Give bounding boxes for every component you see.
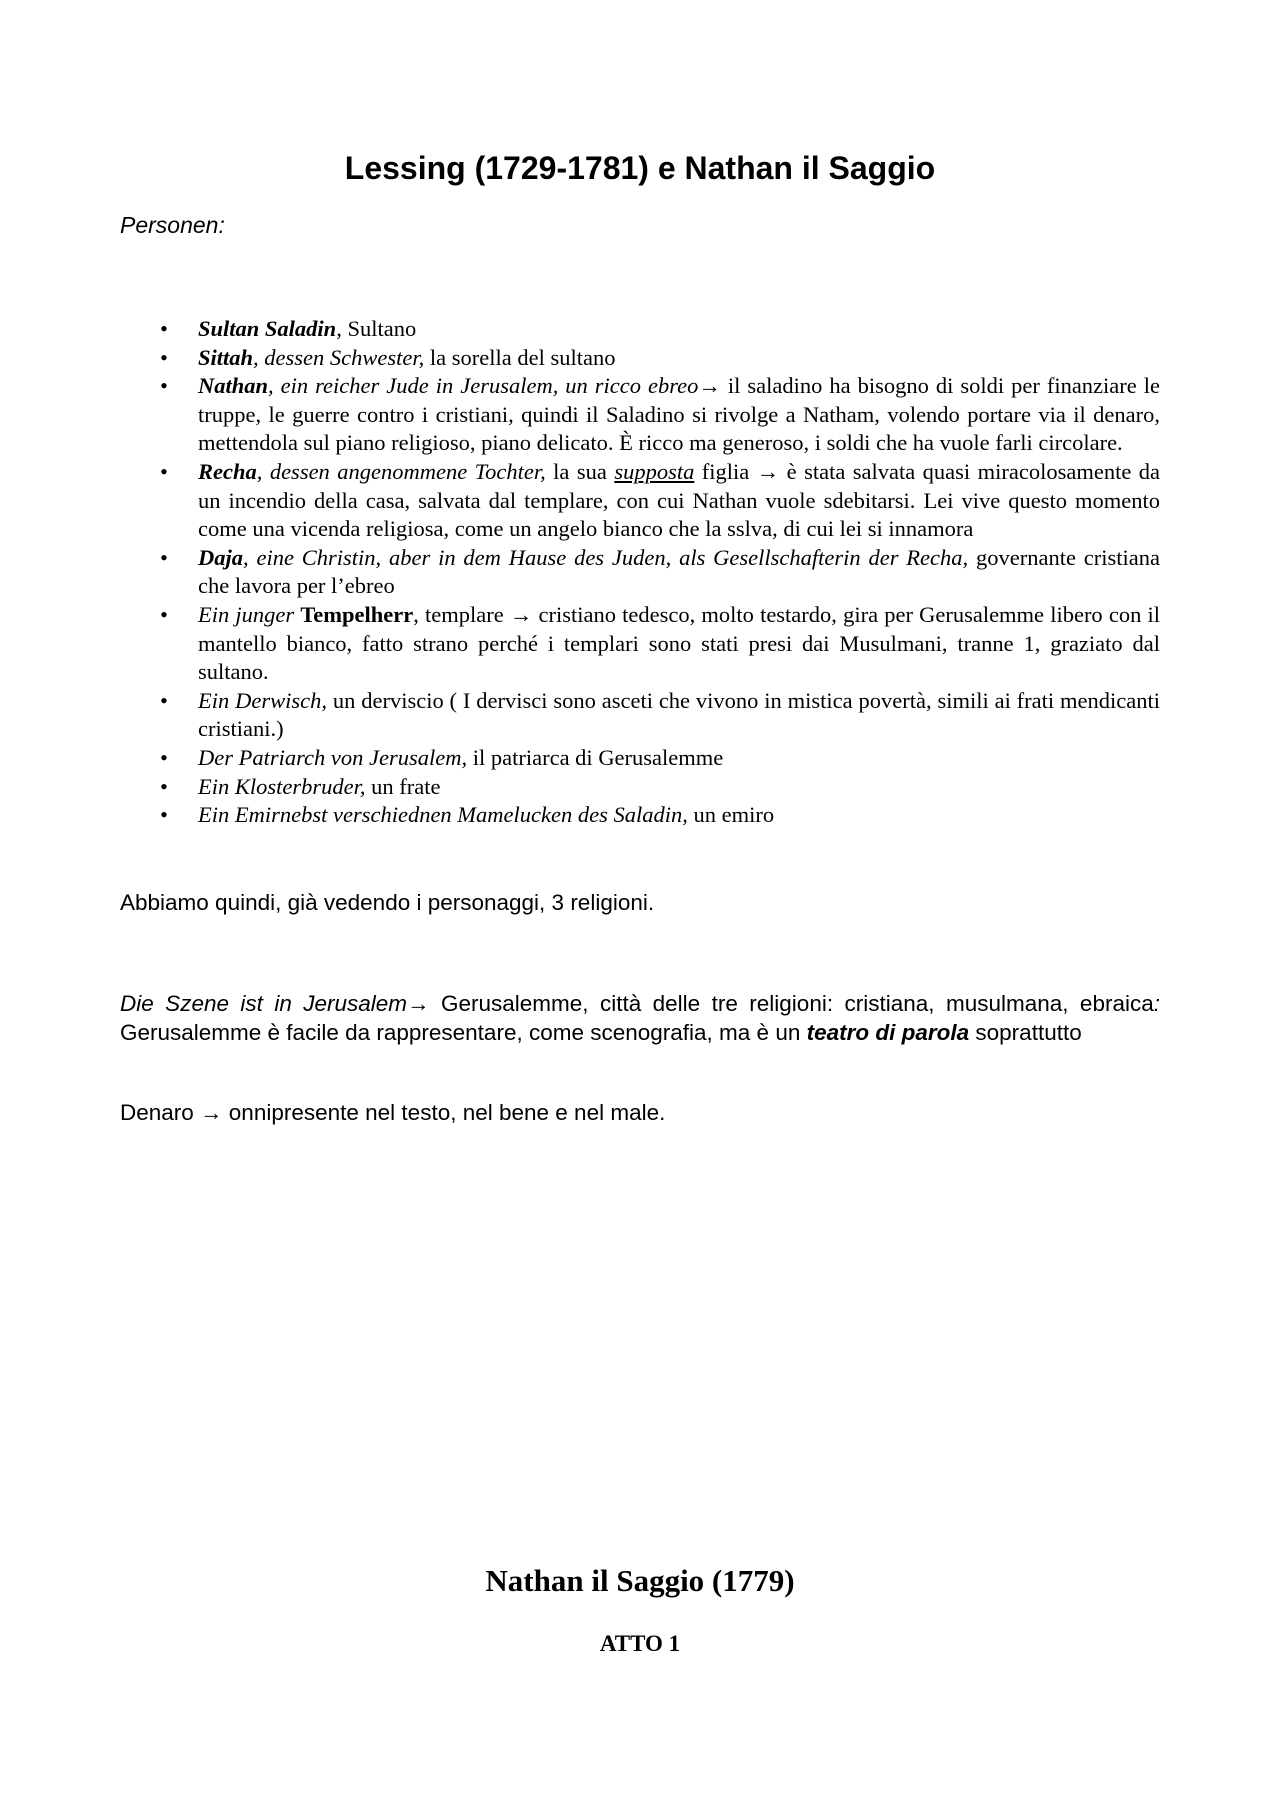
scene-emphasis: teatro di parola (806, 1019, 970, 1045)
list-item (198, 544, 1160, 601)
scene-colon: : (1153, 991, 1160, 1016)
character-german: Ein Emirnebst verschiednen Mamelucken des Saladin, (198, 802, 688, 828)
scene-text-b: Gerusalemme è facile da rappresentare, come scenografia, ma è un (120, 1019, 807, 1045)
scene-text-c: soprattutto (969, 1019, 1082, 1045)
character-description: templare → cristiano tedesco, molto testardo, gira per Gerusalemme libero con il mantello bianco, fatto strano perché i templari sono stati presi dai Musulmani, tranne 1, graziato dal sultano. (198, 601, 1160, 685)
character-german: Ein Klosterbruder, (198, 773, 366, 799)
page-title: Lessing (1729-1781) e Nathan il Saggio (344, 150, 936, 186)
list-item (198, 744, 1160, 773)
character-german: Der Patriarch von Jerusalem, (198, 744, 468, 770)
character-german: , ein reicher Jude in Jerusalem, un ricco ebreo→ (268, 373, 721, 399)
personen-label: Personen: (120, 212, 225, 238)
section-title: Nathan il Saggio (1779) (485, 1563, 795, 1598)
character-german: , (413, 601, 419, 627)
character-description: un emiro (687, 802, 775, 828)
list-item (198, 372, 1160, 458)
list-item (198, 801, 1160, 830)
character-description: il patriarca di Gerusalemme (467, 744, 724, 770)
denaro-paragraph: Denaro → onnipresente nel testo, nel bene e nel male. (120, 1100, 666, 1125)
cast-list (120, 315, 1160, 830)
character-description: un frate (365, 773, 441, 799)
character-description: governante cristiana che lavora per l’ebreo (198, 544, 1160, 599)
religions-paragraph: Abbiamo quindi, già vedendo i personaggi, 3 religioni. (120, 890, 655, 915)
character-german: Ein Derwisch, (198, 687, 327, 713)
scene-paragraph (120, 990, 1160, 1047)
character-description: la sorella del sultano (424, 344, 616, 370)
list-item (198, 601, 1160, 687)
character-german: , dessen Schwester, (253, 344, 425, 370)
list-item (198, 344, 1160, 373)
character-description: il saladino ha bisogno di soldi per finanziare le truppe, le guerre contro i cristiani, quindi il Saladino si rivolge a Natham, volendo portare via il denaro, mettendola sul piano religioso, piano delicato. È ricco ma generoso, i soldi che ha vuole farli circolare. (198, 373, 1160, 456)
character-prefix: Ein junger (198, 601, 301, 627)
scene-lead: Die Szene ist in Jerusalem (120, 991, 408, 1016)
underlined-word: supposta (614, 458, 695, 484)
character-name: Recha (198, 458, 257, 484)
list-item (198, 687, 1160, 744)
scene-text-a: → Gerusalemme, città delle tre religioni: cristiana, musulmana, ebraica (407, 991, 1154, 1016)
character-german: , dessen angenommene Tochter, (256, 458, 546, 484)
character-name: Daja (198, 544, 243, 570)
character-description: Sultano (341, 316, 417, 341)
character-name: Tempelherr (300, 601, 414, 627)
character-description: figlia → è stata salvata quasi miracolosamente da un incendio della casa, salvata dal templare, con cui Nathan vuole sdebitarsi. Lei vive questo momento come una vicenda religiosa, come un angelo bianco che la sslva, di cui lei si innamora (198, 458, 1160, 542)
list-item (198, 315, 1160, 344)
list-item (198, 773, 1160, 802)
character-name: Sultan Saladin (198, 316, 337, 341)
character-description: un derviscio ( I dervisci sono asceti che vivono in mistica povertà, simili ai frati mendicanti cristiani.) (198, 687, 1160, 742)
character-german: , (336, 316, 342, 341)
character-german: , eine Christin, aber in dem Hause des Juden, als Gesellschafterin der Recha, (243, 544, 969, 570)
list-item (198, 458, 1160, 544)
character-name: Sittah (198, 344, 254, 370)
character-name: Nathan (198, 373, 269, 399)
character-description-lead: la sua (545, 458, 615, 484)
act-heading: ATTO 1 (599, 1631, 681, 1656)
